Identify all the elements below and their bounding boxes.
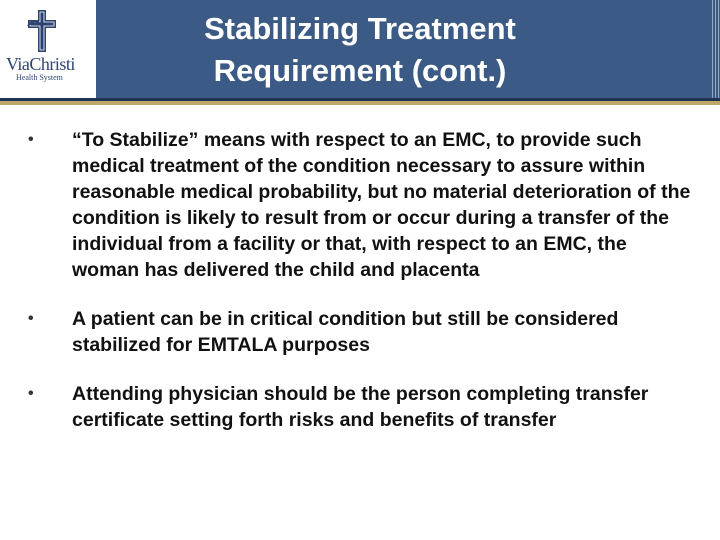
bullet-marker: • [28,310,34,327]
logo-panel [0,0,96,98]
bullet-marker: • [28,385,34,402]
decorative-stripe [712,0,720,98]
page-title [100,8,620,92]
bullet-text: Attending physician should be the person completing transfer certificate setting forth risks and benefits of transfer [72,383,649,431]
bullet-text: A patient can be in critical condition but still be considered stabilized for EMTALA purposes [72,308,619,356]
bullet-item [28,127,698,283]
bullet-list [28,127,698,433]
divider-gold [0,101,720,105]
title-line-1: Stabilizing Treatment [204,11,516,46]
bullet-item [28,306,698,358]
title-bar [0,0,720,98]
bullet-item [28,381,698,433]
bullet-text: “To Stabilize” means with respect to an EMC, to provide such medical treatment of the condition necessary to assure within reasonable medical probability, but no material deterioration of the condition is likely to result from or occur during a transfer of the individual from a facility or that, with respect to an EMC, the woman has delivered the child and placenta [72,129,691,281]
title-line-2: Requirement (cont.) [213,53,507,88]
bullet-marker: • [28,131,34,148]
cross-logo-icon [22,8,62,54]
logo-subtitle: Health System [16,73,63,82]
logo-name: ViaChristi [6,54,75,74]
